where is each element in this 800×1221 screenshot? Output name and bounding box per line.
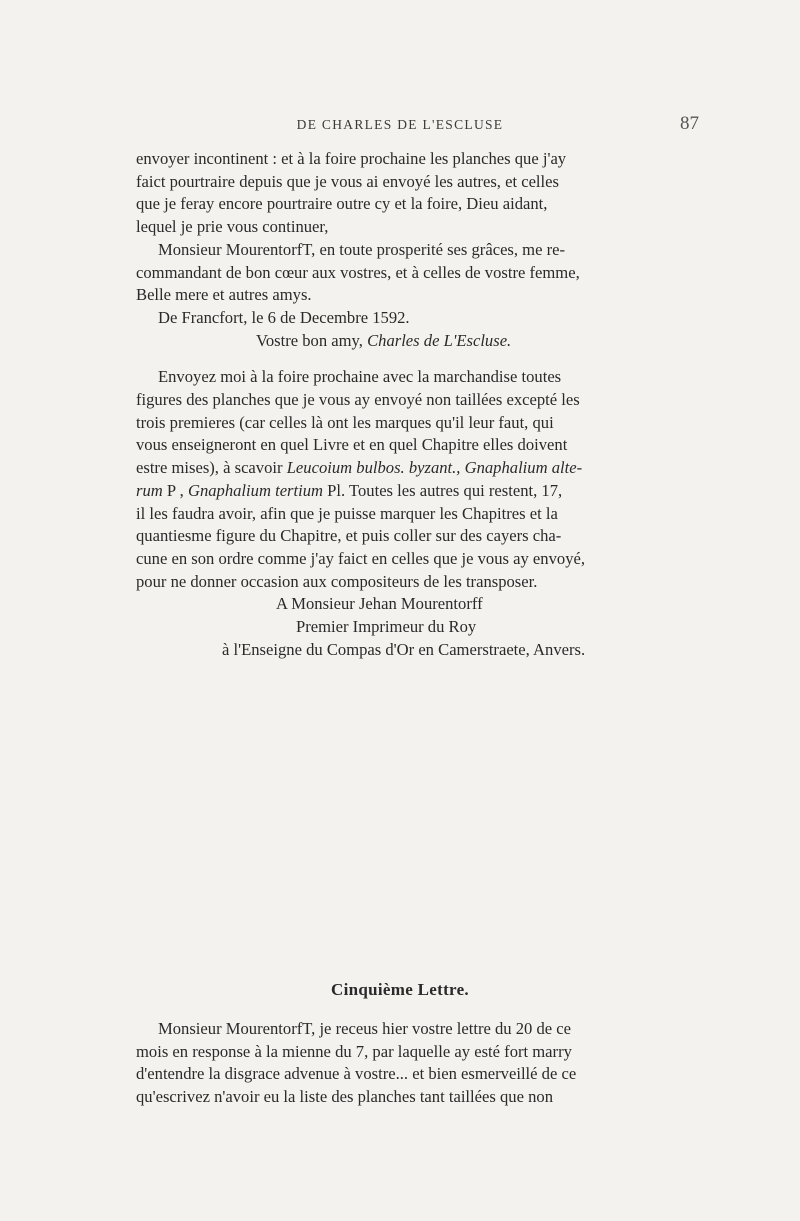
page-number: 87 bbox=[680, 113, 699, 134]
signature-prefix: Vostre bon amy, bbox=[256, 330, 368, 350]
postscript-line: vous enseigneront en quel Livre et en quel Chapitre elles doivent bbox=[136, 435, 568, 455]
signature-line bbox=[136, 330, 658, 353]
postscript-line bbox=[136, 457, 658, 480]
plant-name-italic: Leucoium bulbos. byzant., Gnaphalium alte- bbox=[286, 458, 583, 478]
postscript-line: Envoyez moi à la foire prochaine avec la marchandise toutes bbox=[158, 367, 562, 387]
address-line: à l'Enseigne du Compas d'Or en Camerstraete, Anvers. bbox=[222, 639, 586, 659]
page-header bbox=[0, 113, 800, 137]
signature-name: Charles de L'Escluse. bbox=[367, 330, 512, 350]
plant-name-italic: Gnaphalium tertium bbox=[187, 480, 324, 500]
postscript-line: cune en son ordre comme j'ay faict en celles que je vous ay envoyé, bbox=[136, 548, 586, 568]
postscript-line bbox=[136, 480, 658, 503]
address-block bbox=[136, 593, 658, 661]
postscript-segment: Pl. Toutes les autres qui restent, 17, bbox=[323, 480, 563, 500]
postscript-segment: estre mises), à scavoir bbox=[136, 458, 287, 478]
text-line: Monsieur MourentorfT, je receus hier vostre lettre du 20 de ce bbox=[158, 1019, 572, 1038]
text-line: commandant de bon cœur aux vostres, et à celles de vostre femme, bbox=[136, 262, 580, 282]
text-line: Belle mere et autres amys. bbox=[136, 285, 312, 305]
postscript-line: figures des planches que je vous ay envoyé non taillées excepté les bbox=[136, 390, 580, 410]
text-line: lequel je prie vous continuer, bbox=[136, 217, 329, 237]
place-date-line: De Francfort, le 6 de Decembre 1592. bbox=[158, 307, 410, 327]
address-line: Premier Imprimeur du Roy bbox=[296, 617, 477, 637]
postscript-line: pour ne donner occasion aux compositeurs de les transposer. bbox=[136, 571, 538, 591]
letter-heading: Cinquième Lettre. bbox=[331, 980, 469, 999]
text-line: qu'escrivez n'avoir eu la liste des planches tant taillées que non bbox=[136, 1087, 553, 1107]
letter-four-text bbox=[136, 148, 658, 661]
postscript-segment: P , bbox=[162, 480, 188, 500]
postscript-line: trois premieres (car celles là ont les marques qu'il leur faut, qui bbox=[136, 412, 554, 432]
text-line: envoyer incontinent : et à la foire prochaine les planches que j'ay bbox=[136, 149, 567, 168]
text-line: mois en response à la mienne du 7, par laquelle ay esté fort marry bbox=[136, 1041, 572, 1061]
text-line: Monsieur MourentorfT, en toute prosperité ses grâces, me re- bbox=[158, 239, 566, 259]
letter-five-text bbox=[136, 1018, 658, 1109]
postscript-line: il les faudra avoir, afin que je puisse marquer les Chapitres et la bbox=[136, 503, 558, 523]
running-head: DE CHARLES DE L'ESCLUSE bbox=[296, 117, 504, 132]
text-line: que je feray encore pourtraire outre cy et la foire, Dieu aidant, bbox=[136, 194, 548, 214]
postscript-line: quantiesme figure du Chapitre, et puis coller sur des cayers cha- bbox=[136, 526, 562, 546]
text-line: d'entendre la disgrace advenue à vostre... et bien esmerveillé de ce bbox=[136, 1064, 577, 1084]
address-line: A Monsieur Jehan Mourentorff bbox=[276, 594, 483, 614]
plant-name-italic: rum bbox=[136, 480, 163, 500]
text-line: faict pourtraire depuis que je vous ai envoyé les autres, et celles bbox=[136, 171, 559, 191]
